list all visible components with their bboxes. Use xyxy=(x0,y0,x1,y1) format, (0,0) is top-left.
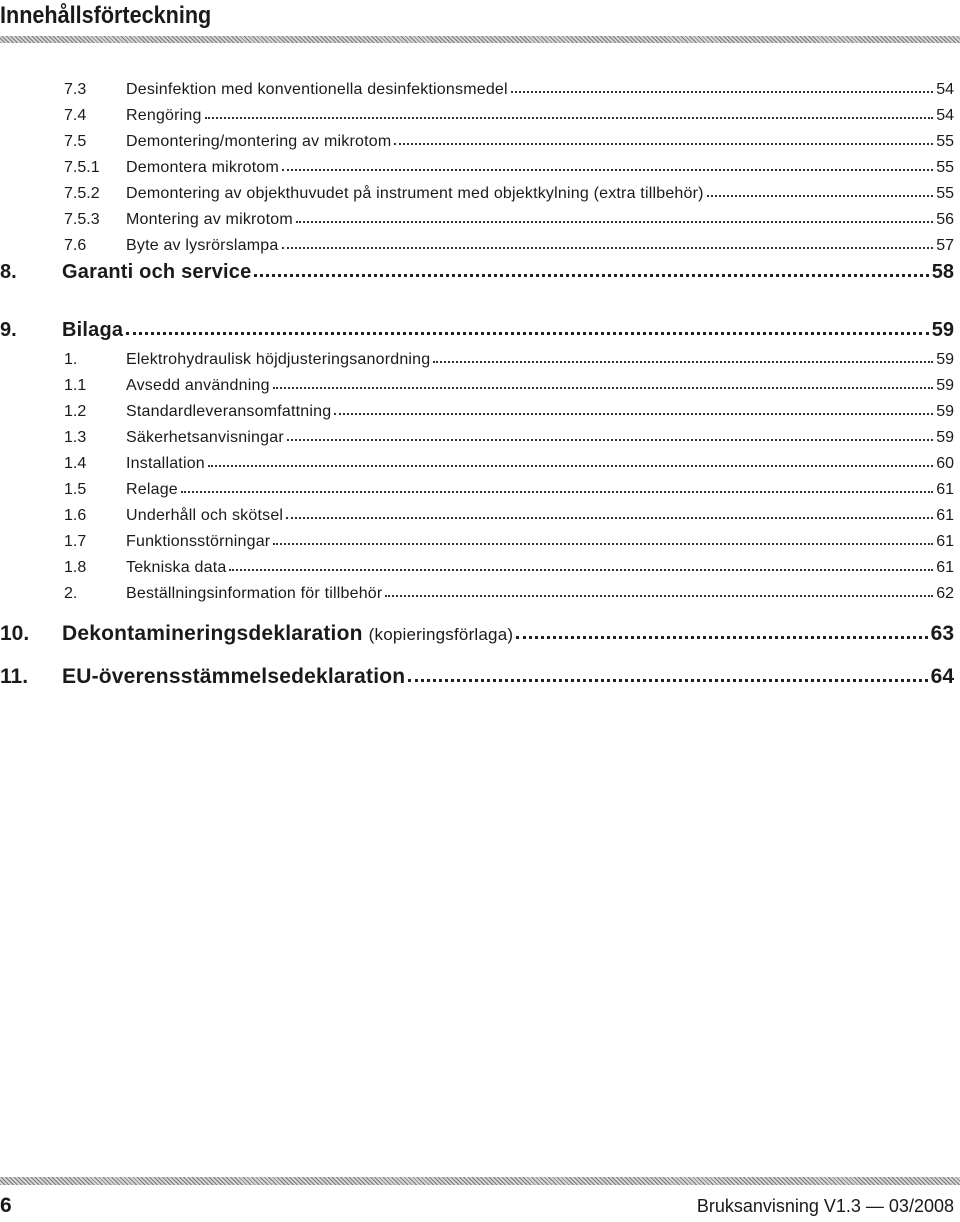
toc-dot-leader xyxy=(229,567,933,571)
toc-entry-title-text: Montering av mikrotom xyxy=(126,211,293,228)
toc-dot-leader xyxy=(208,463,933,467)
toc-dot-leader xyxy=(273,385,934,389)
toc-entry-title-text: Dekontamineringsdeklaration xyxy=(62,622,363,645)
toc-entry-number: 9. xyxy=(0,319,17,341)
toc-entry-title-text: Garanti och service xyxy=(62,261,252,283)
toc-entry-number: 7.5.2 xyxy=(64,185,100,202)
toc-dot-leader xyxy=(254,272,928,277)
toc-entry-title-text: Standardleveransomfattning xyxy=(126,403,332,420)
toc-entry-title xyxy=(126,78,508,102)
toc-entry-title-text: Bilaga xyxy=(62,319,124,341)
toc-entry-title-text: Beställningsinformation för tillbehör xyxy=(126,585,383,602)
toc-entry-title-text: Tekniska data xyxy=(126,559,227,576)
toc-entry-title xyxy=(62,316,123,344)
toc-entry-number: 7.4 xyxy=(64,107,87,124)
footer-divider xyxy=(0,1177,960,1185)
toc-dot-leader xyxy=(516,634,927,639)
toc-entry-page: 59 xyxy=(936,429,954,446)
toc-entry-page: 54 xyxy=(936,107,954,124)
toc-entry-title-text: Desinfektion med konventionella desinfektionsmedel xyxy=(126,81,508,98)
toc-entry[interactable] xyxy=(64,452,954,476)
toc-entry-number: 2. xyxy=(64,585,78,602)
toc-dot-leader xyxy=(296,219,933,223)
toc-dot-leader xyxy=(282,245,934,249)
toc-entry-number: 1.8 xyxy=(64,559,87,576)
toc-dot-leader xyxy=(286,515,933,519)
toc-entry-number: 7.5.3 xyxy=(64,211,100,228)
footer-document-info: Bruksanvisning V1.3 — 03/2008 xyxy=(696,1196,954,1216)
toc-entry[interactable] xyxy=(0,258,954,286)
toc-entry-title xyxy=(62,663,405,691)
toc-entry[interactable] xyxy=(64,130,954,154)
toc-entry-title-text: Demontering av objekthuvudet på instrument med objektkylning (extra tillbehör) xyxy=(126,185,704,202)
toc-entry-title xyxy=(62,620,513,649)
toc-dot-leader xyxy=(511,89,933,93)
toc-entry-page: 59 xyxy=(931,319,954,341)
title-divider xyxy=(0,36,960,43)
toc-entry-page: 62 xyxy=(936,585,954,602)
toc-entry-page: 55 xyxy=(936,133,954,150)
toc-entry-title xyxy=(126,504,283,528)
toc-dot-leader xyxy=(287,437,933,441)
toc-entry-page: 59 xyxy=(936,377,954,394)
toc-entry-title xyxy=(126,374,270,398)
toc-entry-title-text: Underhåll och skötsel xyxy=(126,507,284,524)
toc-entry-title-text: Funktionsstörningar xyxy=(126,533,271,550)
toc-entry-page: 61 xyxy=(936,481,954,498)
toc-entry-title xyxy=(126,478,178,502)
toc-entry[interactable] xyxy=(0,620,954,648)
toc-entry-title xyxy=(62,258,251,286)
toc-entry[interactable] xyxy=(64,156,954,180)
toc-entry-number: 1.2 xyxy=(64,403,87,420)
toc-entry-title xyxy=(126,530,270,554)
toc-entry-page: 61 xyxy=(936,559,954,576)
toc-entry[interactable] xyxy=(64,374,954,398)
toc-entry[interactable] xyxy=(0,316,954,344)
toc-entry-title xyxy=(126,104,202,128)
toc-entry-page: 55 xyxy=(936,159,954,176)
toc-entry-page: 63 xyxy=(930,622,954,645)
toc-entry-number: 7.5 xyxy=(64,133,87,150)
toc-entry-title-text: Byte av lysrörslampa xyxy=(126,237,279,254)
toc-entry-title xyxy=(126,582,382,606)
toc-entry-title-text: Elektrohydraulisk höjdjusteringsanordning xyxy=(126,351,431,368)
toc-entry-title-text: Installation xyxy=(126,455,205,472)
toc-entry-title xyxy=(126,348,430,372)
toc-entry-title-text: Relage xyxy=(126,481,178,498)
toc-entry-title xyxy=(126,400,331,424)
toc-entry-page: 59 xyxy=(936,351,954,368)
toc-entry-title xyxy=(126,234,279,258)
toc-entry[interactable] xyxy=(64,556,954,580)
toc-entry-page: 54 xyxy=(936,81,954,98)
toc-entry-page: 61 xyxy=(936,533,954,550)
toc-entry-number: 10. xyxy=(0,622,30,645)
toc-entry-title-text: EU-överensstämmelsedeklaration xyxy=(62,665,406,688)
toc-dot-leader xyxy=(334,411,933,415)
toc-entry-number: 1.4 xyxy=(64,455,87,472)
toc-entry-title-text: Demontera mikrotom xyxy=(126,159,279,176)
toc-dot-leader xyxy=(394,141,933,145)
toc-entry[interactable] xyxy=(64,208,954,232)
toc-entry-number: 1.7 xyxy=(64,533,87,550)
page-title: Innehållsförteckning xyxy=(0,2,212,29)
toc-entry-note: (kopieringsförlaga) xyxy=(368,625,514,644)
toc-entry[interactable] xyxy=(64,478,954,502)
toc-entry[interactable] xyxy=(64,400,954,424)
toc-dot-leader xyxy=(181,489,933,493)
toc-entry-title xyxy=(126,182,704,206)
toc-entry-number: 8. xyxy=(0,261,17,283)
toc-entry-number: 11. xyxy=(0,665,29,688)
toc-entry[interactable] xyxy=(0,663,954,691)
toc-entry-number: 1.6 xyxy=(64,507,87,524)
toc-dot-leader xyxy=(408,677,927,682)
toc-entry-number: 1.3 xyxy=(64,429,87,446)
toc-entry-title xyxy=(126,452,205,476)
toc-entry-page: 59 xyxy=(936,403,954,420)
toc-entry-page: 64 xyxy=(930,665,954,688)
toc-entry-page: 56 xyxy=(936,211,954,228)
toc-entry[interactable] xyxy=(64,104,954,128)
toc-entry-number: 7.6 xyxy=(64,237,87,254)
toc-entry-title xyxy=(126,156,279,180)
toc-entry-page: 58 xyxy=(931,261,954,283)
toc-dot-leader xyxy=(273,541,933,545)
footer-page-number: 6 xyxy=(0,1194,12,1217)
toc-entry-title xyxy=(126,208,293,232)
toc-entry[interactable] xyxy=(64,426,954,450)
toc-entry[interactable] xyxy=(64,582,954,606)
toc-entry-number: 1. xyxy=(64,351,78,368)
toc-entry-page: 60 xyxy=(936,455,954,472)
toc-entry[interactable] xyxy=(64,530,954,554)
toc-entry-title-text: Avsedd användning xyxy=(126,377,270,394)
toc-entry-title xyxy=(126,130,391,154)
toc-entry-number: 1.5 xyxy=(64,481,87,498)
toc-dot-leader xyxy=(205,115,934,119)
toc-entry[interactable] xyxy=(64,182,954,206)
toc-dot-leader xyxy=(385,593,933,597)
toc-entry-title-text: Demontering/montering av mikrotom xyxy=(126,133,392,150)
toc-dot-leader xyxy=(707,193,934,197)
toc-entry[interactable] xyxy=(64,78,954,102)
toc-entry-number: 7.3 xyxy=(64,81,87,98)
toc-dot-leader xyxy=(433,359,933,363)
toc-dot-leader xyxy=(282,167,933,171)
toc-entry-title-text: Rengöring xyxy=(126,107,202,124)
toc-entry-number: 1.1 xyxy=(64,377,87,394)
toc-entry-title xyxy=(126,556,226,580)
toc-entry-title xyxy=(126,426,284,450)
toc-entry[interactable] xyxy=(64,348,954,372)
toc-entry-number: 7.5.1 xyxy=(64,159,100,176)
toc-entry[interactable] xyxy=(64,234,954,258)
toc-entry-page: 61 xyxy=(936,507,954,524)
toc-entry-page: 57 xyxy=(936,237,954,254)
toc-entry-page: 55 xyxy=(936,185,954,202)
toc-entry[interactable] xyxy=(64,504,954,528)
toc-entry-title-text: Säkerhetsanvisningar xyxy=(126,429,284,446)
toc-dot-leader xyxy=(126,330,929,335)
